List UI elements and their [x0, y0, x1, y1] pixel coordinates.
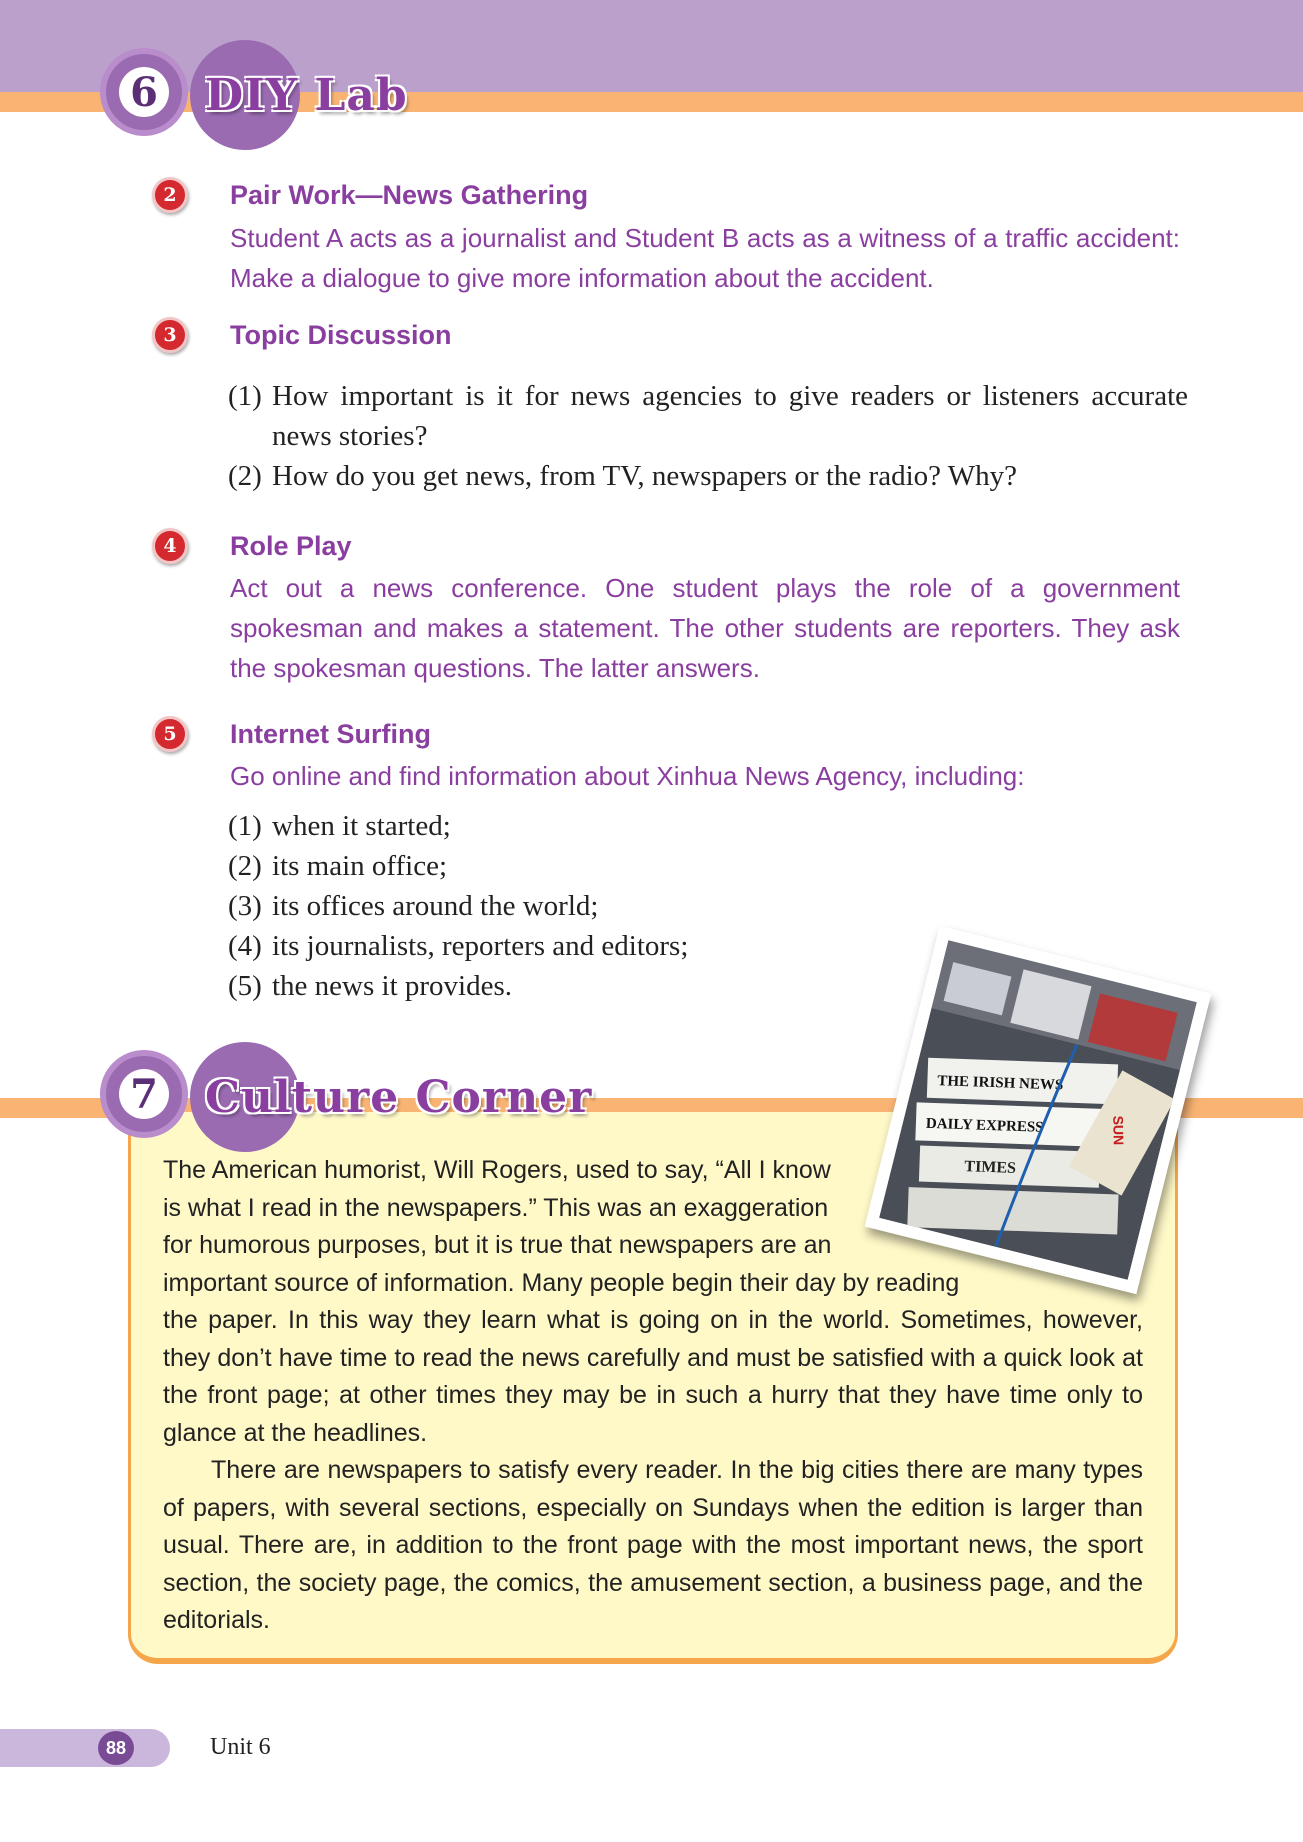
section-number: 7	[119, 1069, 169, 1119]
list-item: (2) its main office;	[228, 850, 448, 882]
section-number-badge	[100, 1050, 188, 1138]
section-number: 6	[119, 67, 169, 117]
item-number-badge: 2	[152, 177, 188, 213]
item-number-badge: 5	[152, 716, 188, 752]
section-title: Culture Corner	[205, 1072, 593, 1123]
item-title: Topic Discussion	[230, 320, 452, 350]
item-number-badge: 4	[152, 528, 188, 564]
item-number-badge: 3	[152, 317, 188, 353]
list-item: (3) its offices around the world;	[228, 890, 599, 922]
page-number: 88	[98, 1731, 134, 1765]
question-list	[228, 376, 1188, 496]
paper-masthead: TIMES	[964, 1158, 1017, 1177]
list-item: (5) the news it provides.	[228, 970, 513, 1002]
list-item: (4) its journalists, reporters and editors;	[228, 930, 689, 962]
item-title: Pair Work—News Gathering	[230, 180, 589, 210]
list-item: (2) How do you get news, from TV, newspapers or the radio? Why?	[228, 460, 1017, 492]
paper-masthead: THE IRISH NEWS	[937, 1073, 1064, 1094]
paper-masthead: SUN	[1110, 1115, 1127, 1146]
item-text: Act out a news conference. One student plays the role of a government spokesman and makes a statement. The other students are reporters. They ask the spokesman questions. The latter answers.	[230, 573, 1180, 683]
newspapers-image	[879, 940, 1197, 1279]
item-text: Student A acts as a journalist and Student B acts as a witness of a traffic accident: Make a dialogue to give more information about the accident.	[230, 223, 1180, 293]
section-number-badge	[100, 48, 188, 136]
page-tab	[0, 1729, 170, 1767]
item-text: Go online and find information about Xinhua News Agency, including:	[230, 761, 1025, 791]
section-title: DIY Lab	[205, 70, 408, 121]
culture-paragraph: the paper. In this way they learn what is going on in the world. Sometimes, however, they don’t have time to read the news carefully and must be satisfied with a quick look at the front page; at other times they may be in such a hurry that they have time only to glance at the headlines.	[163, 1306, 1143, 1447]
item-title: Role Play	[230, 531, 352, 561]
list-item: (1) when it started;	[228, 810, 451, 842]
item-title: Internet Surfing	[230, 719, 431, 749]
culture-paragraph-lead: The American humorist, Will Rogers, used to say, “All I know is what I read in the newspapers.” This was an exaggeration for humorous purposes, but it is true that newspapers are an important source of information. Many people begin their day by reading	[163, 1156, 960, 1297]
unit-label: Unit 6	[210, 1734, 271, 1760]
list-item: (1) How important is it for news agencies to give readers or listeners accurate news stories?	[228, 380, 1188, 452]
culture-paragraph: There are newspapers to satisfy every reader. In the big cities there are many types of papers, with several sections, especially on Sundays when the edition is larger than usual. There are, in addition to the front page with the most important news, the sport section, the society page, the comics, the amusement section, a business page, and the editorials.	[163, 1456, 1143, 1634]
paper-masthead: DAILY EXPRESS	[925, 1115, 1044, 1136]
